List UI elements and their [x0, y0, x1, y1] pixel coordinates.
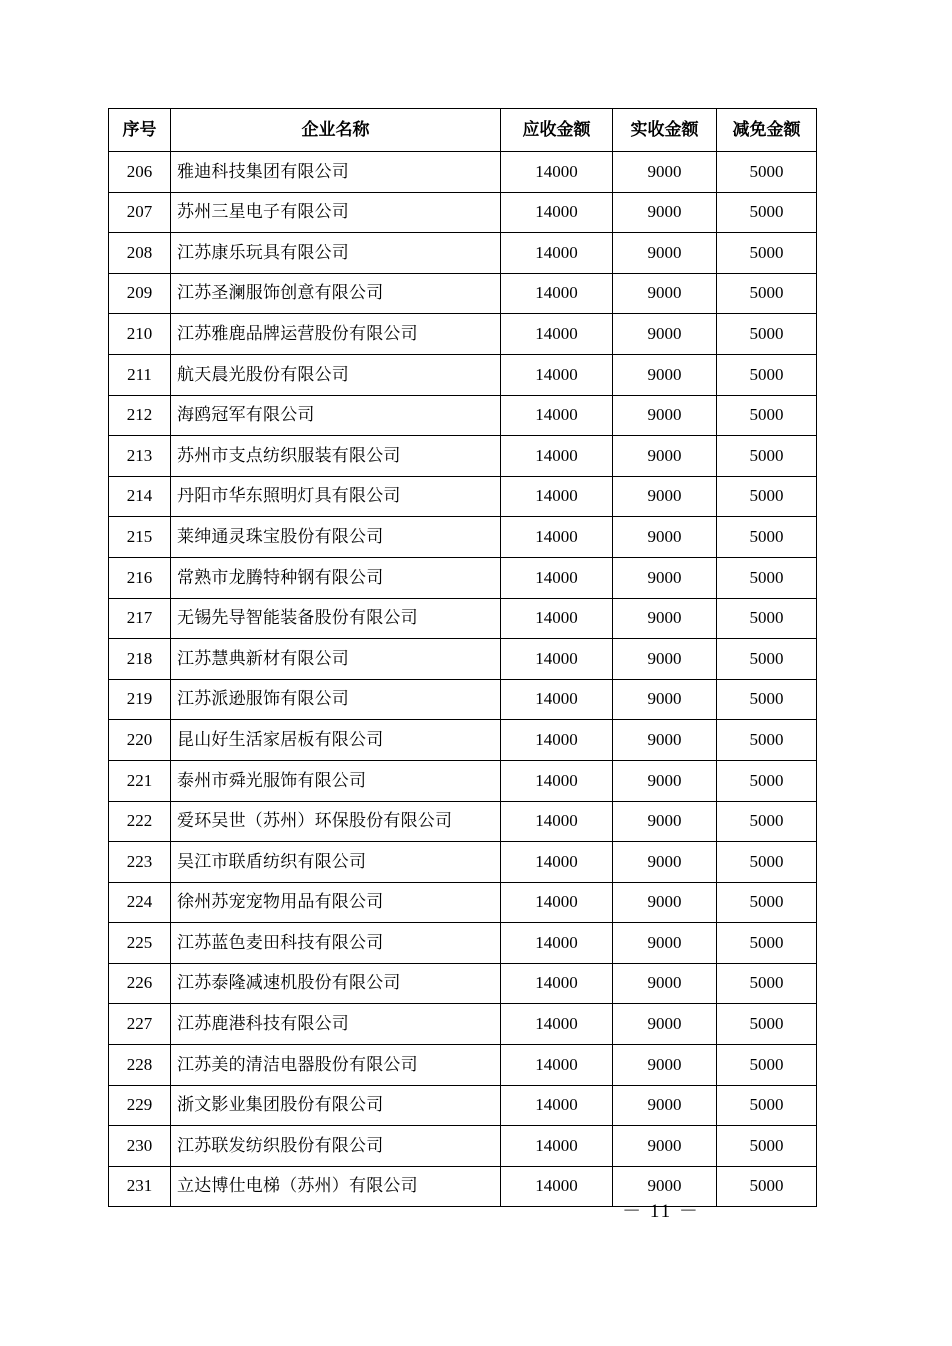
column-header-due-amount: 应收金额 — [501, 109, 613, 152]
table-row — [109, 354, 817, 395]
cell-due-amount: 14000 — [501, 679, 613, 720]
cell-reduced-amount: 5000 — [717, 1126, 817, 1167]
cell-index: 207 — [109, 192, 171, 233]
table-row — [109, 963, 817, 1004]
cell-index: 206 — [109, 152, 171, 193]
cell-reduced-amount: 5000 — [717, 1045, 817, 1086]
cell-reduced-amount: 5000 — [717, 760, 817, 801]
cell-reduced-amount: 5000 — [717, 882, 817, 923]
cell-reduced-amount: 5000 — [717, 152, 817, 193]
cell-enterprise-name: 江苏联发纺织股份有限公司 — [171, 1126, 501, 1167]
cell-enterprise-name: 江苏雅鹿品牌运营股份有限公司 — [171, 314, 501, 355]
cell-due-amount: 14000 — [501, 152, 613, 193]
cell-index: 230 — [109, 1126, 171, 1167]
cell-paid-amount: 9000 — [613, 598, 717, 639]
cell-reduced-amount: 5000 — [717, 598, 817, 639]
cell-enterprise-name: 浙文影业集团股份有限公司 — [171, 1085, 501, 1126]
cell-paid-amount: 9000 — [613, 720, 717, 761]
cell-enterprise-name: 立达博仕电梯（苏州）有限公司 — [171, 1166, 501, 1207]
cell-reduced-amount: 5000 — [717, 720, 817, 761]
cell-enterprise-name: 徐州苏宠宠物用品有限公司 — [171, 882, 501, 923]
column-header-index: 序号 — [109, 109, 171, 152]
cell-index: 213 — [109, 436, 171, 477]
cell-due-amount: 14000 — [501, 557, 613, 598]
column-header-enterprise-name: 企业名称 — [171, 109, 501, 152]
cell-paid-amount: 9000 — [613, 639, 717, 680]
cell-paid-amount: 9000 — [613, 152, 717, 193]
table-row — [109, 314, 817, 355]
cell-index: 221 — [109, 760, 171, 801]
cell-reduced-amount: 5000 — [717, 192, 817, 233]
table-row — [109, 436, 817, 477]
cell-enterprise-name: 江苏派逊服饰有限公司 — [171, 679, 501, 720]
cell-index: 224 — [109, 882, 171, 923]
cell-index: 226 — [109, 963, 171, 1004]
cell-enterprise-name: 苏州三星电子有限公司 — [171, 192, 501, 233]
cell-due-amount: 14000 — [501, 1004, 613, 1045]
cell-paid-amount: 9000 — [613, 233, 717, 274]
cell-paid-amount: 9000 — [613, 273, 717, 314]
cell-index: 228 — [109, 1045, 171, 1086]
cell-enterprise-name: 江苏慧典新材有限公司 — [171, 639, 501, 680]
cell-paid-amount: 9000 — [613, 1166, 717, 1207]
cell-paid-amount: 9000 — [613, 1085, 717, 1126]
cell-due-amount: 14000 — [501, 760, 613, 801]
cell-reduced-amount: 5000 — [717, 923, 817, 964]
table-row — [109, 273, 817, 314]
cell-due-amount: 14000 — [501, 842, 613, 883]
cell-index: 211 — [109, 354, 171, 395]
cell-due-amount: 14000 — [501, 963, 613, 1004]
cell-index: 223 — [109, 842, 171, 883]
cell-reduced-amount: 5000 — [717, 233, 817, 274]
cell-due-amount: 14000 — [501, 395, 613, 436]
cell-index: 208 — [109, 233, 171, 274]
table-row — [109, 923, 817, 964]
cell-paid-amount: 9000 — [613, 517, 717, 558]
cell-reduced-amount: 5000 — [717, 273, 817, 314]
cell-due-amount: 14000 — [501, 1085, 613, 1126]
cell-reduced-amount: 5000 — [717, 1004, 817, 1045]
cell-due-amount: 14000 — [501, 598, 613, 639]
cell-enterprise-name: 常熟市龙腾特种钢有限公司 — [171, 557, 501, 598]
cell-index: 216 — [109, 557, 171, 598]
cell-due-amount: 14000 — [501, 639, 613, 680]
cell-due-amount: 14000 — [501, 1166, 613, 1207]
cell-index: 209 — [109, 273, 171, 314]
cell-due-amount: 14000 — [501, 882, 613, 923]
cell-enterprise-name: 江苏康乐玩具有限公司 — [171, 233, 501, 274]
cell-reduced-amount: 5000 — [717, 395, 817, 436]
cell-due-amount: 14000 — [501, 923, 613, 964]
cell-reduced-amount: 5000 — [717, 476, 817, 517]
cell-enterprise-name: 航天晨光股份有限公司 — [171, 354, 501, 395]
cell-paid-amount: 9000 — [613, 557, 717, 598]
cell-index: 215 — [109, 517, 171, 558]
cell-paid-amount: 9000 — [613, 436, 717, 477]
cell-reduced-amount: 5000 — [717, 314, 817, 355]
cell-reduced-amount: 5000 — [717, 517, 817, 558]
cell-enterprise-name: 莱绅通灵珠宝股份有限公司 — [171, 517, 501, 558]
table-row — [109, 1126, 817, 1167]
table-row — [109, 842, 817, 883]
cell-paid-amount: 9000 — [613, 1045, 717, 1086]
cell-reduced-amount: 5000 — [717, 354, 817, 395]
cell-paid-amount: 9000 — [613, 842, 717, 883]
enterprise-fee-table — [108, 108, 817, 1207]
cell-reduced-amount: 5000 — [717, 801, 817, 842]
table-header-row — [109, 109, 817, 152]
table-row — [109, 152, 817, 193]
table-row — [109, 1045, 817, 1086]
cell-index: 225 — [109, 923, 171, 964]
cell-paid-amount: 9000 — [613, 679, 717, 720]
cell-due-amount: 14000 — [501, 273, 613, 314]
cell-paid-amount: 9000 — [613, 395, 717, 436]
table-body — [109, 152, 817, 1207]
cell-enterprise-name: 江苏蓝色麦田科技有限公司 — [171, 923, 501, 964]
cell-enterprise-name: 爱环吴世（苏州）环保股份有限公司 — [171, 801, 501, 842]
cell-paid-amount: 9000 — [613, 801, 717, 842]
table-row — [109, 1085, 817, 1126]
cell-reduced-amount: 5000 — [717, 436, 817, 477]
cell-due-amount: 14000 — [501, 517, 613, 558]
cell-reduced-amount: 5000 — [717, 1166, 817, 1207]
cell-index: 222 — [109, 801, 171, 842]
table-row — [109, 882, 817, 923]
column-header-paid-amount: 实收金额 — [613, 109, 717, 152]
cell-index: 218 — [109, 639, 171, 680]
cell-due-amount: 14000 — [501, 1045, 613, 1086]
cell-index: 231 — [109, 1166, 171, 1207]
cell-index: 214 — [109, 476, 171, 517]
cell-paid-amount: 9000 — [613, 882, 717, 923]
enterprise-fee-table-container — [108, 108, 816, 1207]
cell-index: 219 — [109, 679, 171, 720]
page-number: － 11 － — [622, 1201, 700, 1222]
table-row — [109, 517, 817, 558]
cell-reduced-amount: 5000 — [717, 963, 817, 1004]
table-row — [109, 233, 817, 274]
cell-due-amount: 14000 — [501, 801, 613, 842]
cell-index: 212 — [109, 395, 171, 436]
cell-reduced-amount: 5000 — [717, 679, 817, 720]
table-row — [109, 476, 817, 517]
cell-due-amount: 14000 — [501, 314, 613, 355]
table-row — [109, 639, 817, 680]
cell-index: 210 — [109, 314, 171, 355]
table-row — [109, 1004, 817, 1045]
cell-index: 220 — [109, 720, 171, 761]
cell-enterprise-name: 海鸥冠军有限公司 — [171, 395, 501, 436]
cell-reduced-amount: 5000 — [717, 842, 817, 883]
table-row — [109, 720, 817, 761]
cell-due-amount: 14000 — [501, 720, 613, 761]
table-row — [109, 801, 817, 842]
table-row — [109, 760, 817, 801]
cell-due-amount: 14000 — [501, 233, 613, 274]
cell-paid-amount: 9000 — [613, 963, 717, 1004]
cell-index: 229 — [109, 1085, 171, 1126]
cell-due-amount: 14000 — [501, 354, 613, 395]
cell-paid-amount: 9000 — [613, 760, 717, 801]
cell-enterprise-name: 丹阳市华东照明灯具有限公司 — [171, 476, 501, 517]
cell-enterprise-name: 吴江市联盾纺织有限公司 — [171, 842, 501, 883]
table-row — [109, 679, 817, 720]
cell-due-amount: 14000 — [501, 192, 613, 233]
cell-reduced-amount: 5000 — [717, 639, 817, 680]
table-row — [109, 192, 817, 233]
cell-reduced-amount: 5000 — [717, 1085, 817, 1126]
column-header-reduced-amount: 减免金额 — [717, 109, 817, 152]
cell-paid-amount: 9000 — [613, 192, 717, 233]
cell-paid-amount: 9000 — [613, 923, 717, 964]
cell-index: 227 — [109, 1004, 171, 1045]
cell-paid-amount: 9000 — [613, 476, 717, 517]
cell-paid-amount: 9000 — [613, 354, 717, 395]
cell-enterprise-name: 江苏泰隆减速机股份有限公司 — [171, 963, 501, 1004]
cell-enterprise-name: 雅迪科技集团有限公司 — [171, 152, 501, 193]
table-row — [109, 598, 817, 639]
cell-due-amount: 14000 — [501, 1126, 613, 1167]
cell-paid-amount: 9000 — [613, 1004, 717, 1045]
cell-due-amount: 14000 — [501, 476, 613, 517]
cell-index: 217 — [109, 598, 171, 639]
cell-enterprise-name: 江苏美的清洁电器股份有限公司 — [171, 1045, 501, 1086]
table-header — [109, 109, 817, 152]
cell-enterprise-name: 泰州市舜光服饰有限公司 — [171, 760, 501, 801]
table-row — [109, 557, 817, 598]
cell-reduced-amount: 5000 — [717, 557, 817, 598]
cell-due-amount: 14000 — [501, 436, 613, 477]
cell-paid-amount: 9000 — [613, 314, 717, 355]
cell-enterprise-name: 江苏鹿港科技有限公司 — [171, 1004, 501, 1045]
cell-enterprise-name: 无锡先导智能装备股份有限公司 — [171, 598, 501, 639]
cell-enterprise-name: 苏州市支点纺织服装有限公司 — [171, 436, 501, 477]
cell-enterprise-name: 昆山好生活家居板有限公司 — [171, 720, 501, 761]
table-row — [109, 395, 817, 436]
cell-paid-amount: 9000 — [613, 1126, 717, 1167]
cell-enterprise-name: 江苏圣澜服饰创意有限公司 — [171, 273, 501, 314]
